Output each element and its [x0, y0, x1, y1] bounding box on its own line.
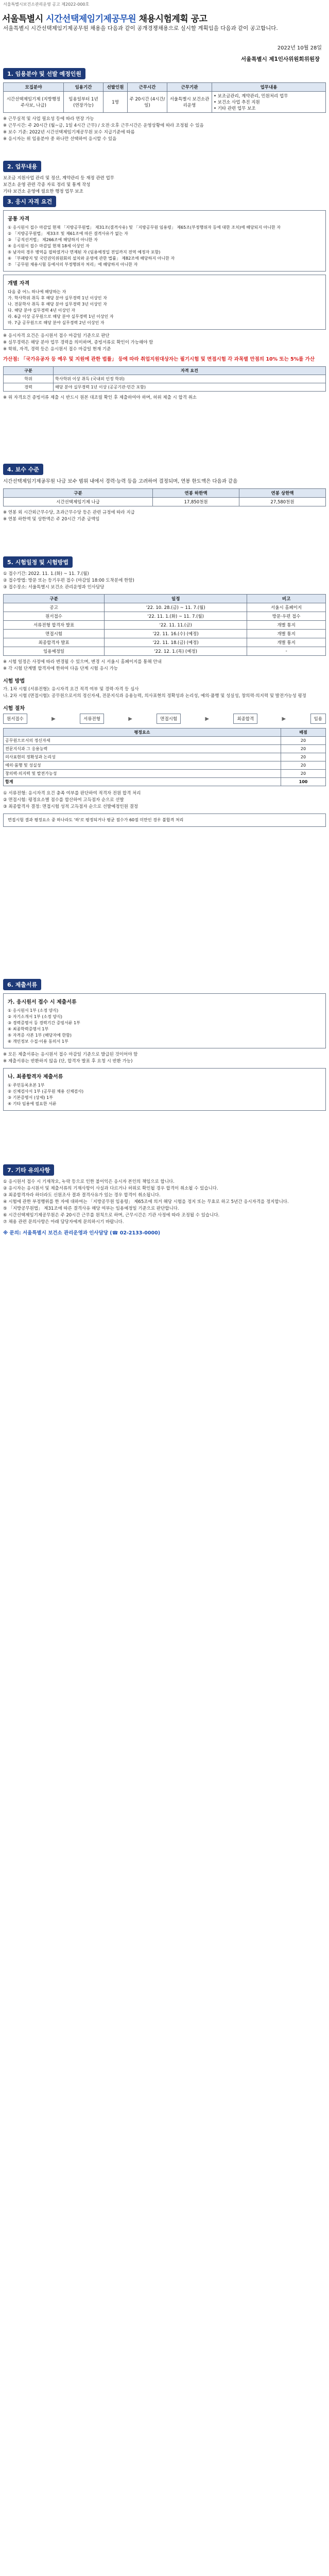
table-row [4, 612, 326, 621]
common-label: 공통 자격 [8, 216, 30, 222]
section-1-notes [3, 116, 326, 143]
section-2-list [3, 175, 326, 195]
table-row [4, 638, 326, 647]
eval-cell: 20 [281, 745, 326, 753]
fail-criteria-box [3, 814, 326, 827]
pass-notes [3, 790, 326, 810]
final-documents-label: 나. 최종합격자 제출서류 [8, 1074, 63, 1080]
note-line: ※ 연봉 외 시간외근무수당, 초과근무수당 등은 관련 규정에 따라 지급 [3, 510, 135, 515]
sched-cell: 최종합격자 발표 [4, 638, 105, 647]
pass-note-line: ③ 최종합격자 결정: 면접시험 성적 고득점자 순으로 선발예정인원 결정 [3, 804, 138, 809]
recruit-cell: 서울특별시 보건소관리운영 [167, 92, 212, 113]
qual-item: 가. 학사학위 취득 후 해당 분야 실무경력 1년 이상인 자 [8, 296, 107, 300]
elig-th-0: 구분 [4, 367, 54, 375]
common-qualification-box [3, 210, 326, 272]
note-line: ※ 근무실적 및 사업 필요성 등에 따라 연장 가능 [3, 116, 94, 122]
sched-cell: 개별 통지 [247, 621, 326, 630]
qual-item: 마. 7급 공무원으로 해당 분야 실무경력 2년 이상인 자 [8, 320, 105, 325]
bonus-note: 가산점: 「국가유공자 등 예우 및 지원에 관한 법률」 등에 따라 취업지원대상자는 필기시험 및 면접시험 각 과목별 만점의 10% 또는 5%를 가산 [3, 357, 315, 362]
section-7-title: 7. 기타 유의사항 [3, 1164, 54, 1176]
doc-item: ⑥ 개인정보 수집·이용 동의서 1부 [8, 1039, 68, 1044]
title-prefix: 서울특별시 [2, 14, 43, 24]
process-flow [3, 714, 326, 724]
recruit-th-4: 근무기관 [167, 83, 212, 92]
pay-cell: 27,580천원 [239, 498, 326, 506]
section-3-remarks [3, 333, 326, 353]
sched-cell: '22. 11. 18.(금) (예정) [105, 638, 247, 647]
section-2-title: 2. 업무내용 [3, 161, 41, 172]
caution-item: ② 응시자는 응시원서 및 제출서류의 기재사항이 사실과 다르거나 허위로 확인될 경우 합격이 취소될 수 있습니다. [3, 1186, 218, 1191]
documents-box [3, 993, 326, 1048]
section-6-notes [3, 1052, 326, 1065]
qual-item: 나. 전문학사 취득 후 해당 분야 실무경력 3년 이상인 자 [8, 302, 107, 307]
recruit-cell: 1명 [103, 92, 128, 113]
table-row [4, 630, 326, 638]
recruit-cell: 임용일부터 1년 (연장가능) [64, 92, 103, 113]
section-4 [3, 464, 326, 523]
section-6 [3, 979, 326, 1111]
sched-th-2: 비고 [247, 595, 326, 603]
documents-label: 가. 응시원서 접수 시 제출서류 [8, 999, 77, 1005]
table-row [4, 621, 326, 630]
recruit-cell: 시간선택제임기제 (지방행정주사보, 나급) [4, 92, 64, 113]
table-row [4, 375, 326, 383]
section-4-title: 4. 보수 수준 [3, 464, 43, 475]
recruit-th-3: 근무시간 [128, 83, 167, 92]
elig-cell: 학위 [4, 375, 54, 383]
pass-note-line: ① 서류전형: 응시자격 요건 충족 여부를 판단하여 적격자 전원 합격 처리 [3, 791, 141, 796]
caution-item: ③ 최종합격자라 하더라도 신원조사 결과 결격사유가 있는 경우 합격이 취소됩니다. [3, 1193, 161, 1198]
sched-cell: 방문·우편 접수 [247, 612, 326, 621]
caution-item: ⑥ 시간선택제임기제공무원은 주 20시간 근무를 원칙으로 하며, 근무시간은 기관 사정에 따라 조정될 수 있습니다. [3, 1213, 220, 1218]
table-row [4, 498, 326, 506]
note-line: ※ 근무시간: 주 20시간 (월~금, 1일 4시간 근무) / 오전·오후 근무시간은 운영상황에 따라 조정될 수 있음 [3, 123, 204, 128]
caution-item: ⑦ 채용 관련 문의사항은 아래 담당자에게 문의하시기 바랍니다. [3, 1219, 124, 1225]
note-line: ※ 시험 일정은 사정에 따라 변경될 수 있으며, 변경 시 서울시 홈페이지를 통해 안내 [3, 659, 162, 665]
table-row [4, 770, 326, 778]
caution-note: ※ 위 자격요건 증빙서류 제출 시 반드시 원본 대조필 확인 후 제출하여야 하며, 허위 제출 시 합격 취소 [3, 395, 197, 400]
elig-cell: 경력 [4, 383, 54, 392]
table-row [4, 778, 326, 786]
eval-th-0: 평정요소 [4, 728, 281, 737]
elig-cell: 학사학위 이상 취득 (국내외 인정 학위) [54, 375, 326, 383]
sched-cell: '22. 12. 1.(목) (예정) [105, 647, 247, 656]
sched-cell: 공고 [4, 603, 105, 612]
qual-item: ① 응시원서 접수 마감일 현재 「지방공무원법」 제31조(결격사유) 및 「지방공무원 임용령」 제65조(부정행위자 등에 대한 조치)에 해당되지 아니한 자 [8, 225, 281, 230]
list-item: 기타 보건소 운영에 필요한 행정 업무 보조 [3, 189, 83, 194]
section-1 [3, 68, 326, 143]
eval-cell: 전문지식과 그 응용능력 [4, 745, 281, 753]
sched-th-0: 구분 [4, 595, 105, 603]
qual-item: ④ 응시원서 접수 마감일 현재 18세 이상인 자 [8, 244, 90, 248]
section-5-intro [3, 571, 326, 591]
doc-item: ① 주민등록초본 1부 [8, 1083, 45, 1088]
doc-item: ⑤ 자격증 사본 1부 (해당자에 한함) [8, 1033, 72, 1038]
page-title [2, 11, 327, 24]
intro-line: ① 접수기간: 2022. 11. 1.(화) ~ 11. 7.(월) [3, 571, 89, 577]
caution-item: ⑤ 「지방공무원법」 제31조에 따른 결격사유 해당 여부는 임용예정일 기준으로 판단합니다. [3, 1206, 179, 1211]
eval-cell: 의사표현의 정확성과 논리성 [4, 753, 281, 761]
qual-item: 라. 6급 이상 공무원으로 해당 분야 실무경력 1년 이상인 자 [8, 314, 114, 319]
caution-item: ④ 시험에 관한 부정행위를 한 자에 대하여는 「지방공무원 임용령」 제65조에 의거 해당 시험을 정지 또는 무효로 하고 5년간 응시자격을 정지합니다. [3, 1199, 289, 1205]
section-7 [3, 1164, 326, 1237]
section-5-notes [3, 659, 326, 672]
eval-cell: 창의력·의지력 및 발전가능성 [4, 770, 281, 778]
specific-qualification-box [3, 275, 326, 330]
title-suffix: 채용시험계획 공고 [138, 14, 207, 24]
doc-item: ② 자기소개서 1부 (소정 양식) [8, 1014, 62, 1019]
section-6-title: 6. 제출서류 [3, 979, 41, 990]
pay-cell: 17,850천원 [153, 498, 239, 506]
qual-item: 다. 해당 분야 실무경력 4년 이상인 자 [8, 308, 76, 313]
qual-item: ⑥ 「부패방지 및 국민권익위원회의 설치와 운영에 관한 법률」 제82조에 해당하지 아니한 자 [8, 256, 175, 261]
pay-th-1: 연봉 하한액 [153, 489, 239, 498]
elig-th-1: 자격 요건 [54, 367, 326, 375]
sched-cell: '22. 11. 11.(금) [105, 621, 247, 630]
doc-item: ④ 최종학력증명서 1부 [8, 1027, 49, 1031]
caution-item: ① 응시원서 접수 시 기재착오, 누락 등으로 인한 불이익은 응시자 본인의 책임으로 합니다. [3, 1179, 175, 1184]
title-highlight: 시간선택제임기제공무원 [46, 14, 136, 24]
section-5-title: 5. 시험일정 및 시험방법 [3, 556, 73, 568]
recruit-cell: • 보조금관리, 계약관리, 민원처리 업무 • 보건소 사업 추진 지원 • 기타 관련 업무 보조 [212, 92, 326, 113]
section-3 [3, 196, 326, 401]
sched-cell: 면접시험 [4, 630, 105, 638]
pay-body: 시간선택제임기제공무원 나급 보수 범위 내에서 경력·능력 등을 고려하여 결정되며, 연봉 한도액은 다음과 같음 [3, 479, 238, 484]
eval-cell: 합계 [4, 778, 281, 786]
arrow-right-icon: ▶ [51, 716, 56, 722]
pay-th-0: 구분 [4, 489, 153, 498]
recruit-th-1: 임용기간 [64, 83, 103, 92]
section-1-title: 1. 임용분야 및 선발 예정인원 [3, 68, 85, 79]
issuer-name: 서울특별시 제1인사위원회위원장 [241, 56, 320, 62]
arrow-right-icon: ▶ [205, 716, 210, 722]
flow-label: 시험 절차 [3, 706, 25, 711]
doc-item: ③ 기본증명서 (상세) 1부 [8, 1095, 53, 1100]
lead-paragraph: 서울특별시 시간선택제임기제공무원 채용을 다음과 같이 공개경쟁채용으로 실시할 계획임을 다음과 같이 공고합니다. [3, 25, 278, 31]
elig-cell: 해당 분야 실무경력 1년 이상 (공공기관·민간 포함) [54, 383, 326, 392]
flow-step: 최종합격 [233, 714, 257, 724]
pay-cell: 시간선택제임기제 나급 [4, 498, 153, 506]
table-row [4, 603, 326, 612]
final-documents-box [3, 1068, 326, 1111]
note-line: ※ 학위, 자격, 경력 등은 응시원서 접수 마감일 현재 기준 [3, 347, 111, 352]
method-line: 가. 1차 시험 (서류전형): 응시자격 요건 적격 여부 및 경력·자격 등 심사 [3, 687, 139, 692]
sched-cell: 서류전형 합격자 발표 [4, 621, 105, 630]
flow-step: 서류전형 [80, 714, 104, 724]
table-row [4, 647, 326, 656]
eval-cell: 20 [281, 761, 326, 770]
pay-th-2: 연봉 상한액 [239, 489, 326, 498]
doc-item: ② 신체검사서 1부 (공무원 채용 신체검사) [8, 1089, 84, 1094]
recruit-th-5: 업무내용 [212, 83, 326, 92]
table-row [4, 737, 326, 745]
table-row [4, 761, 326, 770]
table-row [4, 745, 326, 753]
list-item: 보건소 운영 관련 각종 자료 정리 및 통계 작성 [3, 182, 91, 188]
specific-label: 개별 자격 [8, 281, 30, 286]
header-tagline: 서울특별시보건소관리운영 공고 제2022-000호 [3, 2, 90, 7]
doc-item: ③ 경력증명서 등 경력기간 증빙서류 1부 [8, 1021, 80, 1025]
sched-cell: 개별 통지 [247, 630, 326, 638]
note-line: ※ 응시자는 위 임용분야 중 하나만 선택하여 응시할 수 있음 [3, 137, 117, 142]
qual-item: ③ 「공직선거법」 제266조에 해당하지 아니한 자 [8, 238, 98, 242]
eligibility-table [3, 366, 326, 392]
sched-cell: '22. 10. 28.(금) ~ 11. 7.(월) [105, 603, 247, 612]
eval-cell: 20 [281, 770, 326, 778]
sched-cell: - [247, 647, 326, 656]
doc-item: ④ 기타 임용에 필요한 서류 [8, 1101, 57, 1106]
method-title: 시험 방법 [3, 679, 25, 684]
note-line: ※ 각 시험 단계별 합격자에 한하여 다음 단계 시험 응시 가능 [3, 666, 118, 671]
eval-cell: 예의·품행 및 성실성 [4, 761, 281, 770]
note-line: ※ 제출서류는 반환하지 않음 (단, 합격자 발표 후 요청 시 반환 가능) [3, 1059, 133, 1064]
recruit-cell: 주 20시간 (4시간/일) [128, 92, 167, 113]
fail-criteria-text: 면접시험 결과 평정요소 중 하나라도 '하'로 평정되거나 평균 점수가 60점 미만인 경우 불합격 처리 [8, 818, 184, 822]
recruit-th-0: 모집분야 [4, 83, 64, 92]
intro-line: ② 접수방법: 방문 또는 등기우편 접수 (마감일 18:00 도착분에 한함) [3, 578, 134, 583]
qual-item: ② 「지방공무원법」 제33조 및 제61조에 따른 결격사유가 없는 자 [8, 231, 128, 236]
eval-cell: 100 [281, 778, 326, 786]
table-row [4, 753, 326, 761]
intro-line: ③ 접수장소: 서울특별시 보건소 관리운영과 인사담당 [3, 585, 105, 590]
section-5 [3, 556, 326, 827]
arrow-right-icon: ▶ [128, 716, 132, 722]
qual-item: 다음 중 어느 하나에 해당하는 자 [8, 290, 66, 294]
notice-date: 2022년 10월 28일 [277, 45, 322, 51]
sched-cell: '22. 11. 1.(화) ~ 11. 7.(월) [105, 612, 247, 621]
pass-note-line: ② 면접시험: 평정요소별 점수를 합산하여 고득점자 순으로 선발 [3, 798, 124, 803]
arrow-right-icon: ▶ [282, 716, 286, 722]
flow-step: 임용 [310, 714, 326, 724]
doc-item: ① 응시원서 1부 (소정 양식) [8, 1008, 59, 1013]
schedule-table [3, 594, 326, 656]
section-2 [3, 161, 326, 195]
qual-item: ⑤ 남자의 경우 병역을 필하였거나 면제된 자 (임용예정일 전일까지 전역 예정자 포함) [8, 250, 161, 255]
note-line: ※ 실무경력은 해당 분야 업무 경력을 의미하며, 증빙서류로 확인이 가능해야 함 [3, 340, 153, 345]
flow-step: 원서접수 [3, 714, 27, 724]
eval-cell: 20 [281, 753, 326, 761]
note-line: ※ 모든 제출서류는 응시원서 접수 마감일 기준으로 발급된 것이어야 함 [3, 1052, 138, 1057]
eval-table [3, 728, 326, 786]
pay-table [3, 488, 326, 506]
sched-cell: 서울시 홈페이지 [247, 603, 326, 612]
method-line: 나. 2차 시험 (면접시험): 공무원으로서의 정신자세, 전문지식과 응용능력, 의사표현의 정확성과 논리성, 예의·품행 및 성실성, 창의력·의지력 및 발전가능성 평정 [3, 693, 306, 699]
section-4-notes [3, 510, 326, 523]
qual-item: ⑦ 「공무원 채용시험 등에서의 부정행위자 처리」에 해당하지 아니한 자 [8, 262, 138, 267]
flow-step: 면접시험 [157, 714, 181, 724]
table-row [4, 92, 326, 113]
sched-cell: 원서접수 [4, 612, 105, 621]
sched-th-1: 일정 [105, 595, 247, 603]
list-item: 보조금 지원사업 관리 및 정산, 계약관리 등 재정 관련 업무 [3, 176, 114, 181]
note-line: ※ 보수 기준: 2022년 시간선택제임기제공무원 보수 지급기준에 따름 [3, 130, 135, 135]
eval-cell: 20 [281, 737, 326, 745]
eval-th-1: 배점 [281, 728, 326, 737]
contact-line: ※ 문의: 서울특별시 보건소 관리운영과 인사담당 (☎ 02-2133-0000) [3, 1230, 161, 1236]
section-7-list [3, 1179, 326, 1226]
recruit-table [3, 82, 326, 113]
recruit-th-2: 선발인원 [103, 83, 128, 92]
table-row [4, 383, 326, 392]
sched-cell: 임용예정일 [4, 647, 105, 656]
sched-cell: 개별 통지 [247, 638, 326, 647]
sched-cell: '22. 11. 16.(수) (예정) [105, 630, 247, 638]
note-line: ※ 응시자격 요건은 응시원서 접수 마감일 기준으로 판단 [3, 333, 110, 338]
eval-cell: 공무원으로서의 정신자세 [4, 737, 281, 745]
note-line: ※ 연봉 하한액 및 상한액은 주 20시간 기준 금액임 [3, 517, 100, 522]
section-3-title: 3. 응시 자격 요건 [3, 196, 56, 207]
